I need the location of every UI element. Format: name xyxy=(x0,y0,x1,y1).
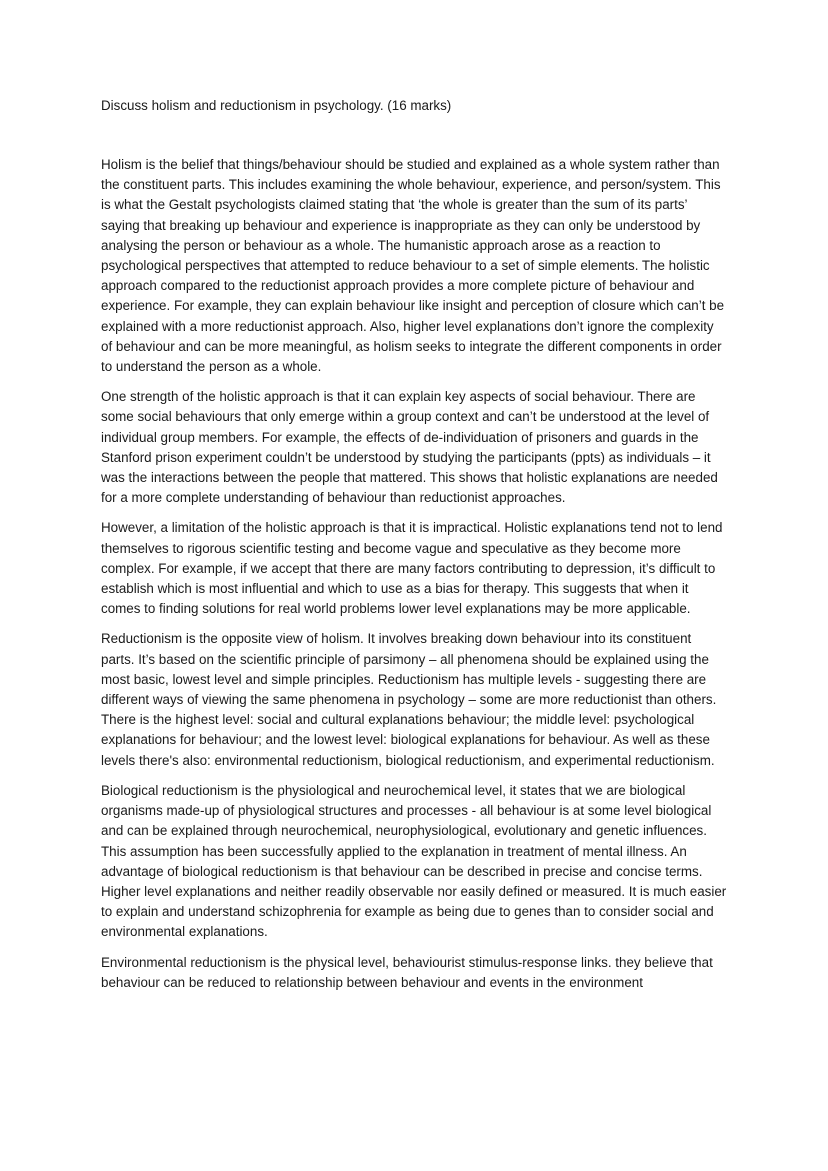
paragraph-holism-limitation: However, a limitation of the holistic approach is that it is impractical. Holistic explanations tend not to lend themselves to rigorous scientific testing and become vague and speculative as they become more complex. For example, if we accept that there are many factors contributing to depression, it’s difficult to establish which is most influential and which to use as a bias for therapy. This suggests that when it comes to finding solutions for real world problems lower level explanations may be more applicable. xyxy=(101,520,723,617)
paragraph-reductionism-definition: Reductionism is the opposite view of holism. It involves breaking down behaviour into its constituent parts. It’s based on the scientific principle of parsimony – all phenomena should be explained using the most basic, lowest level and simple principles. Reductionism has multiple levels - suggesting there are different ways of viewing the same phenomena in psychology – some are more reductionist than others. There is the highest level: social and cultural explanations behaviour; the middle level: psychological explanations for behaviour; and the lowest level: biological explanations for behaviour. As well as these levels there's also: environmental reductionism, biological reductionism, and experimental reductionism. xyxy=(101,631,717,768)
question-heading: Discuss holism and reductionism in psychology. (16 marks) xyxy=(101,98,452,113)
paragraph-holism-strength: One strength of the holistic approach is that it can explain key aspects of social behaviour. There are some social behaviours that only emerge within a group context and can’t be understood at the level of individual group members. For example, the effects of de-individuation of prisoners and guards in the Stanford prison experiment couldn’t be understood by studying the participants (ppts) as individuals – it was the interactions between the people that mattered. This shows that holistic explanations are needed for a more complete understanding of behaviour than reductionist approaches. xyxy=(101,389,718,506)
paragraph-environmental-reductionism: Environmental reductionism is the physical level, behaviourist stimulus-response links. they believe that behaviour can be reduced to relationship between behaviour and events in the environment xyxy=(101,954,713,990)
paragraph-holism-definition: Holism is the belief that things/behaviour should be studied and explained as a whole system rather than the constituent parts. This includes examining the whole behaviour, experience, and person/system. This is what the Gestalt psychologists claimed stating that ‘the whole is greater than the sum of its parts’ saying that breaking up behaviour and experience is inappropriate as they can only be understood by analysing the person or behaviour as a whole. The humanistic approach arose as a reaction to psychological perspectives that attempted to reduce behaviour to a set of simple elements. The holistic approach compared to the reductionist approach provides a more complete picture of behaviour and experience. For example, they can explain behaviour like insight and perception of closure which can’t be explained with a more reductionist approach. Also, higher level explanations don’t ignore the complexity of behaviour and can be more meaningful, as holism seeks to integrate the different components in order to understand the person as a whole. xyxy=(101,157,725,375)
document-page xyxy=(101,96,727,1003)
paragraph-biological-reductionism: Biological reductionism is the physiological and neurochemical level, it states that we are biological organisms made-up of physiological structures and processes - all behaviour is at some level biological and can be explained through neurochemical, neurophysiological, evolutionary and genetic influences. This assumption has been successfully applied to the explanation in treatment of mental illness. An advantage of biological reductionism is that behaviour can be described in precise and concise terms. Higher level explanations and neither readily observable nor easily defined or measured. It is much easier to explain and understand schizophrenia for example as being due to genes than to consider social and environmental explanations. xyxy=(101,782,727,940)
